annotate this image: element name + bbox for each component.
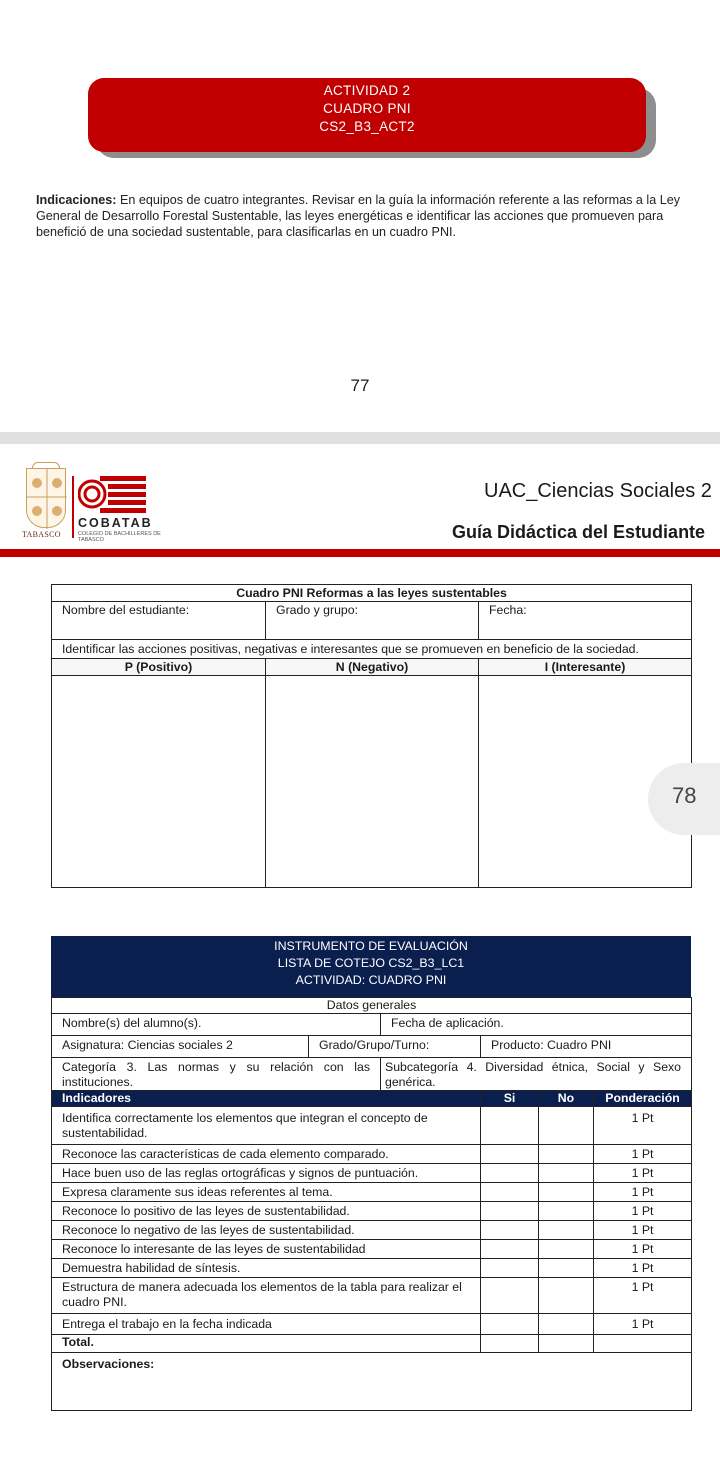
observaciones-field[interactable]: Observaciones: [52, 1353, 692, 1411]
indicator-text: Entrega el trabajo en la fecha indicada [52, 1314, 481, 1335]
indicaciones-label: Indicaciones: [36, 193, 117, 207]
header-red-rule [0, 549, 720, 557]
positivo-answer-cell[interactable] [52, 676, 266, 888]
total-si-cell[interactable] [481, 1335, 539, 1353]
negativo-answer-cell[interactable] [266, 676, 479, 888]
cobatab-subtitle: COLEGIO DE BACHILLERES DE TABASCO [78, 531, 161, 543]
nombre-estudiante-field[interactable]: Nombre del estudiante: [52, 602, 266, 640]
total-label: Total. [52, 1335, 481, 1353]
ponderacion-value: 1 Pt [594, 1164, 692, 1183]
banner-code-label: CS2_B3_ACT2 [319, 119, 415, 134]
checklist-table [51, 997, 692, 1411]
checklist-row [52, 1314, 692, 1335]
page-number-77: 77 [350, 376, 370, 395]
state-label: TABASCO [22, 530, 61, 539]
si-checkbox-cell[interactable] [481, 1164, 539, 1183]
indicaciones-text: En equipos de cuatro integrantes. Revisar en la guía la información referente a las reformas a la Ley General de Desarrollo Forestal Sustentable, las leyes energéticas e identificar las acciones que promueven para benefició de una sociedad sustentable, para clasificarlas en un cuadro PNI. [36, 193, 681, 239]
datos-generales-label: Datos generales [52, 998, 692, 1014]
tabasco-crest-logo [22, 468, 70, 540]
indicadores-header: Indicadores [52, 1091, 481, 1107]
indicator-text: Expresa claramente sus ideas referentes al tema. [52, 1183, 481, 1202]
no-checkbox-cell[interactable] [539, 1221, 594, 1240]
si-checkbox-cell[interactable] [481, 1240, 539, 1259]
col-positivo-header: P (Positivo) [52, 659, 266, 676]
evaluation-heading-lista: LISTA DE COTEJO CS2_B3_LC1 [277, 956, 465, 970]
checklist-row [52, 1202, 692, 1221]
banner-activity-label: ACTIVIDAD 2 [323, 83, 411, 98]
indicator-text: Reconoce lo positivo de las leyes de sustentabilidad. [52, 1202, 481, 1221]
crest-shield-icon [26, 468, 66, 528]
no-checkbox-cell[interactable] [539, 1164, 594, 1183]
no-checkbox-cell[interactable] [539, 1107, 594, 1145]
total-ponderacion-cell[interactable] [594, 1335, 692, 1353]
si-header: Si [481, 1091, 539, 1107]
si-checkbox-cell[interactable] [481, 1107, 539, 1145]
col-negativo-header: N (Negativo) [266, 659, 479, 676]
ponderacion-value: 1 Pt [594, 1240, 692, 1259]
total-no-cell[interactable] [539, 1335, 594, 1353]
page-number-78: 78 [648, 763, 720, 835]
uac-title: UAC_Ciencias Sociales 2 [484, 480, 712, 502]
no-checkbox-cell[interactable] [539, 1240, 594, 1259]
ponderacion-header: Ponderación [594, 1091, 692, 1107]
ponderacion-value: 1 Pt [594, 1221, 692, 1240]
checklist-row [52, 1183, 692, 1202]
checklist-row [52, 1259, 692, 1278]
checklist-row [52, 1221, 692, 1240]
si-checkbox-cell[interactable] [481, 1314, 539, 1335]
banner-cuadro-label: CUADRO PNI [323, 101, 411, 116]
indicator-text: Identifica correctamente los elementos que integran el concepto de sustentabilidad. [52, 1107, 481, 1145]
si-checkbox-cell[interactable] [481, 1183, 539, 1202]
cobatab-logo-icon [78, 474, 150, 514]
no-header: No [539, 1091, 594, 1107]
si-checkbox-cell[interactable] [481, 1221, 539, 1240]
indicator-text: Demuestra habilidad de síntesis. [52, 1259, 481, 1278]
ponderacion-value: 1 Pt [594, 1183, 692, 1202]
indicator-text: Reconoce las características de cada elemento comparado. [52, 1145, 481, 1164]
pni-table-title: Cuadro PNI Reformas a las leyes sustentables [52, 585, 692, 602]
ponderacion-value: 1 Pt [594, 1259, 692, 1278]
fecha-field[interactable]: Fecha: [479, 602, 692, 640]
producto-field: Producto: Cuadro PNI [481, 1036, 692, 1058]
page-separator [0, 432, 720, 444]
grado-grupo-field[interactable]: Grado y grupo: [266, 602, 479, 640]
col-interesante-header: I (Interesante) [479, 659, 692, 676]
asignatura-field: Asignatura: Ciencias sociales 2 [52, 1036, 309, 1058]
checklist-row [52, 1107, 692, 1145]
categoria-field: Categoría 3. Las normas y su relación con las instituciones. [52, 1058, 381, 1091]
no-checkbox-cell[interactable] [539, 1278, 594, 1314]
indicator-text: Estructura de manera adecuada los elementos de la tabla para realizar el cuadro PNI. [52, 1278, 481, 1314]
evaluation-header [51, 936, 691, 998]
indicator-text: Hace buen uso de las reglas ortográficas y signos de puntuación. [52, 1164, 481, 1183]
no-checkbox-cell[interactable] [539, 1145, 594, 1164]
fecha-aplicacion-field[interactable]: Fecha de aplicación. [381, 1014, 692, 1036]
indicator-text: Reconoce lo negativo de las leyes de sustentabilidad. [52, 1221, 481, 1240]
logo-divider [72, 476, 74, 538]
activity-banner [88, 78, 646, 152]
ponderacion-value: 1 Pt [594, 1107, 692, 1145]
no-checkbox-cell[interactable] [539, 1259, 594, 1278]
no-checkbox-cell[interactable] [539, 1183, 594, 1202]
cobatab-wordmark: COBATAB [78, 516, 153, 530]
ponderacion-value: 1 Pt [594, 1314, 692, 1335]
grado-turno-field[interactable]: Grado/Grupo/Turno: [309, 1036, 481, 1058]
pni-instruction: Identificar las acciones positivas, negativas e interesantes que se promueven en beneficio de la sociedad. [52, 640, 692, 659]
ponderacion-value: 1 Pt [594, 1278, 692, 1314]
checklist-row [52, 1278, 692, 1314]
indicator-text: Reconoce lo interesante de las leyes de sustentabilidad [52, 1240, 481, 1259]
guia-title: Guía Didáctica del Estudiante [452, 522, 706, 542]
si-checkbox-cell[interactable] [481, 1278, 539, 1314]
checklist-row [52, 1164, 692, 1183]
indicaciones-paragraph [36, 192, 706, 240]
nombre-alumno-field[interactable]: Nombre(s) del alumno(s). [52, 1014, 381, 1036]
si-checkbox-cell[interactable] [481, 1145, 539, 1164]
pni-table [51, 584, 692, 888]
checklist-row [52, 1145, 692, 1164]
no-checkbox-cell[interactable] [539, 1314, 594, 1335]
si-checkbox-cell[interactable] [481, 1202, 539, 1221]
ponderacion-value: 1 Pt [594, 1145, 692, 1164]
checklist-row [52, 1240, 692, 1259]
ponderacion-value: 1 Pt [594, 1202, 692, 1221]
subcategoria-field: Subcategoría 4. Diversidad étnica, Social y Sexo genérica. [381, 1058, 692, 1091]
no-checkbox-cell[interactable] [539, 1202, 594, 1221]
evaluation-heading-instrumento: INSTRUMENTO DE EVALUACIÓN [274, 939, 468, 953]
si-checkbox-cell[interactable] [481, 1259, 539, 1278]
evaluation-heading-actividad: ACTIVIDAD: CUADRO PNI [295, 973, 447, 987]
